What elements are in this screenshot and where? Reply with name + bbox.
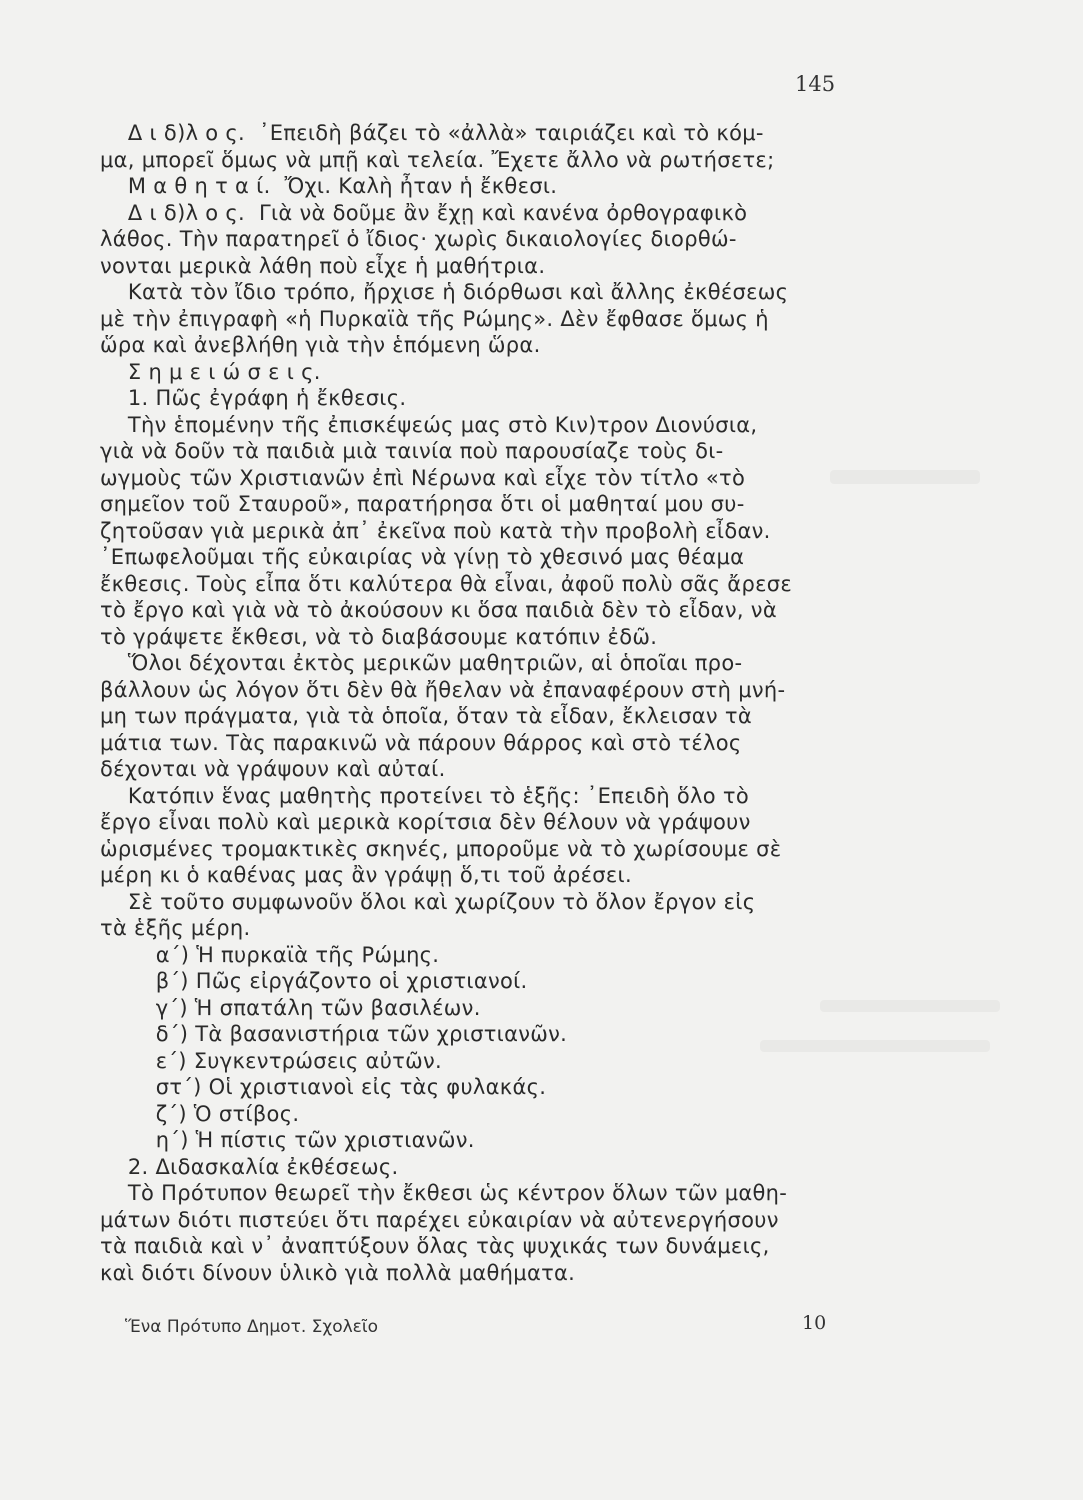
text-line: Ὅλοι δέχονται ἐκτὸς μερικῶν μαθητριῶν, αἱ ὁποῖαι προ-: [100, 651, 743, 675]
text-line: δ΄) Τὰ βασανιστήρια τῶν χριστιανῶν.: [100, 1022, 568, 1046]
text-line: τὸ ἔργο καὶ γιὰ νὰ τὸ ἀκούσουν κι ὅσα παιδιὰ δὲν τὸ εἶδαν, νὰ: [100, 598, 777, 622]
text-line: τὰ παιδιὰ καὶ ν᾿ ἀναπτύξουν ὅλας τὰς ψυχικάς των δυνάμεις,: [100, 1234, 770, 1258]
text-line: μὲ τὴν ἐπιγραφὴ «ἡ Πυρκαϊὰ τῆς Ρώμης». Δὲν ἔφθασε ὅμως ἡ: [100, 306, 769, 331]
text-line: Κατὰ τὸν ἴδιο τρόπο, ἤρχισε ἡ διόρθωσι καὶ ἄλλης ἐκθέσεως: [100, 280, 789, 304]
text-line: γιὰ νὰ δοῦν τὰ παιδιὰ μιὰ ταινία ποὺ παρουσίαζε τοὺς δι-: [100, 439, 724, 463]
text-line: β΄) Πῶς εἰργάζοντο οἱ χριστιανοί.: [100, 969, 528, 993]
text-line: γ΄) Ἡ σπατάλη τῶν βασιλέων.: [100, 995, 481, 1020]
text-line: μη των πράγματα, γιὰ τὰ ὁποῖα, ὅταν τὰ εἶδαν, ἔκλεισαν τὰ: [100, 704, 753, 728]
text-line: Δ ι δ)λ ο ς. ᾿Επειδὴ βάζει τὸ «ἀλλὰ» ταιριάζει καὶ τὸ κόμ-: [100, 121, 764, 145]
text-line: Δ ι δ)λ ο ς. Γιὰ νὰ δοῦμε ἂν ἔχῃ καὶ κανένα ὀρθογραφικὸ: [100, 200, 748, 225]
text-line: Τὸ Πρότυπον θεωρεῖ τὴν ἔκθεσι ὡς κέντρον ὅλων τῶν μαθη-: [100, 1181, 788, 1205]
text-line: τὸ γράψετε ἔκθεσι, νὰ τὸ διαβάσουμε κατόπιν ἐδῶ.: [100, 624, 658, 649]
text-line: καὶ διότι δίνουν ὑλικὸ γιὰ πολλὰ μαθήματα.: [100, 1260, 576, 1285]
text-line: Σ η μ ε ι ώ σ ε ι ς.: [100, 359, 321, 384]
text-line: 2. Διδασκαλία ἐκθέσεως.: [100, 1154, 399, 1179]
text-line: στ΄) Οἱ χριστιανοὶ εἰς τὰς φυλακάς.: [100, 1075, 547, 1099]
text-line: σημεῖον τοῦ Σταυροῦ», παρατήρησα ὅτι οἱ μαθηταί μου συ-: [100, 492, 745, 516]
text-line: ἔκθεσις. Τοὺς εἶπα ὅτι καλύτερα θὰ εἶναι, ἀφοῦ πολὺ σᾶς ἄρεσε: [100, 571, 792, 596]
text-line: λάθος. Τὴν παρατηρεῖ ὁ ἴδιος· χωρὶς δικαιολογίες διορθώ-: [100, 227, 737, 251]
text-line: ὡρισμένες τρομακτικὲς σκηνές, μποροῦμε νὰ τὸ χωρίσουμε σὲ: [100, 836, 782, 861]
text-line: η΄) Ἡ πίστις τῶν χριστιανῶν.: [100, 1128, 475, 1152]
text-line: μάτων διότι πιστεύει ὅτι παρέχει εὐκαιρίαν νὰ αὐτενεργήσουν: [100, 1207, 779, 1232]
text-line: νονται μερικὰ λάθη ποὺ εἶχε ἡ μαθήτρια.: [100, 253, 546, 278]
page-number: 145: [795, 72, 836, 96]
text-line: ε΄) Συγκεντρώσεις αὐτῶν.: [100, 1048, 442, 1073]
text-line: ὥρα καὶ ἀνεβλήθη γιὰ τὴν ἑπόμενη ὥρα.: [100, 333, 541, 357]
text-line: ζητοῦσαν γιὰ μερικὰ ἀπ᾿ ἐκεῖνα ποὺ κατὰ τὴν προβολὴ εἶδαν.: [100, 518, 771, 543]
footer-book-title: Ἕνα Πρότυπο Δημοτ. Σχολεῖο: [125, 1317, 378, 1337]
text-line: Κατόπιν ἕνας μαθητὴς προτείνει τὸ ἑξῆς: ᾿Επειδὴ ὅλο τὸ: [100, 783, 749, 808]
text-line: βάλλουν ὡς λόγον ὅτι δὲν θὰ ἤθελαν νὰ ἐπαναφέρουν στὴ μνή-: [100, 677, 786, 702]
body-text: [100, 120, 880, 1286]
text-line: δέχονται νὰ γράψουν καὶ αὐταί.: [100, 757, 446, 781]
text-line: ωγμοὺς τῶν Χριστιανῶν ἐπὶ Νέρωνα καὶ εἶχε τὸν τίτλο «τὸ: [100, 465, 746, 490]
text-line: μα, μπορεῖ ὅμως νὰ μπῇ καὶ τελεία. Ἔχετε ἄλλο νὰ ρωτήσετε;: [100, 147, 775, 172]
text-line: ἔργο εἶναι πολὺ καὶ μερικὰ κορίτσια δὲν θέλουν νὰ γράψουν: [100, 810, 751, 834]
text-line: Μ α θ η τ α ί. Ὄχι. Καλὴ ἦταν ἡ ἔκθεσι.: [100, 174, 558, 198]
text-line: μάτια των. Τὰς παρακινῶ νὰ πάρουν θάρρος καὶ στὸ τέλος: [100, 730, 742, 755]
text-line: Τὴν ἑπομένην τῆς ἐπισκέψεώς μας στὸ Κιν)τρον Διονύσια,: [100, 412, 758, 437]
text-line: ζ΄) Ὁ στίβος.: [100, 1101, 300, 1126]
text-line: μέρη κι ὁ καθένας μας ἂν γράψῃ ὅ,τι τοῦ ἀρέσει.: [100, 863, 632, 887]
text-line: α΄) Ἡ πυρκαϊὰ τῆς Ρώμης.: [100, 942, 440, 967]
text-line: 1. Πῶς ἐγράφη ἡ ἔκθεσις.: [100, 386, 407, 410]
text-line: τὰ ἑξῆς μέρη.: [100, 916, 251, 940]
signature-number: 10: [802, 1312, 827, 1334]
text-line: ᾿Επωφελοῦμαι τῆς εὐκαιρίας νὰ γίνῃ τὸ χθεσινό μας θέαμα: [100, 545, 745, 569]
text-line: Σὲ τοῦτο συμφωνοῦν ὅλοι καὶ χωρίζουν τὸ ὅλον ἔργον εἰς: [100, 889, 756, 914]
